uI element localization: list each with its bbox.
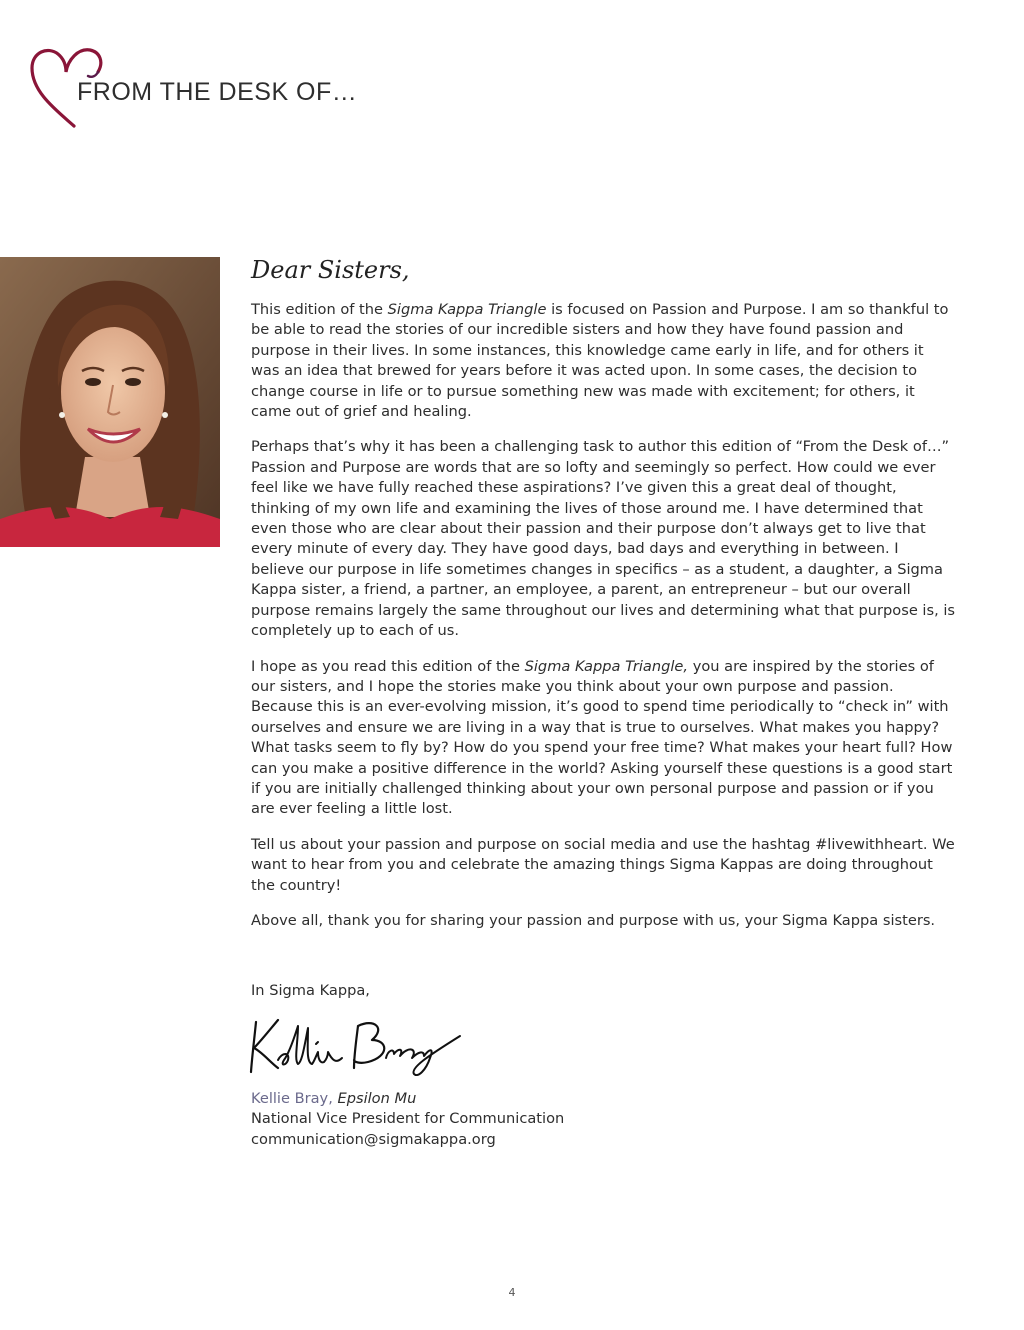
author-line <box>251 1089 564 1109</box>
letter-paragraph-4: Tell us about your passion and purpose on social media and use the hashtag #livewithheart. We want to hear from you and celebrate the amazing things Sigma Kappas are doing throughout the country! <box>251 835 955 894</box>
handwritten-signature <box>248 1012 468 1080</box>
signature-block <box>251 1089 564 1150</box>
letter-closing: In Sigma Kappa, <box>251 982 370 999</box>
letter-paragraph-3 <box>251 657 956 820</box>
portrait-photo <box>0 257 220 547</box>
page-title: FROM THE DESK OF… <box>77 78 358 106</box>
paragraph-text: is focused on Passion and Purpose. I am so thankful to be able to read the stories of our incredible sisters and how they have found passion and purpose in their lives. In some instances, this knowledge came early in life, and for others it was an idea that brewed for years before it was acted upon. In some cases, the decision to change course in life or to pursue something new was made with excitement; for others, it came out of grief and healing. <box>251 301 949 421</box>
paragraph-text: I hope as you read this edition of the <box>251 657 525 675</box>
author-name: Kellie Bray, <box>251 1090 333 1107</box>
publication-title: Sigma Kappa Triangle <box>387 301 547 318</box>
author-email[interactable]: communication@sigmakappa.org <box>251 1130 496 1148</box>
letter-body <box>251 252 956 946</box>
page-number: 4 <box>508 1286 516 1299</box>
paragraph-text: This edition of the <box>251 301 388 318</box>
paragraph-text: you are inspired by the stories of our sisters, and I hope the stories make you think about your own purpose and passion. Because this is an ever-evolving mission, it’s good to spend time periodically to “check in” with ourselves and ensure we are living in a way that is true to ourselves. What makes you happy? What tasks seem to fly by? How do you spend your free time? What makes your heart full? How can you make a positive difference in the world? Asking yourself these questions is a good start if you are initially challenged thinking about your own personal purpose and passion or if you are ever feeling a little lost. <box>251 657 953 818</box>
letter-paragraph-2: Perhaps that’s why it has been a challenging task to author this edition of “From the Desk of…” Passion and Purpose are words that are so lofty and seemingly so perfect. How could we ever feel like we have fully reached these aspirations? I’ve given this a great deal of thought, thinking of my own life and examining the lives of those around me. I have determined that even those who are clear about their passion and their purpose don’t always get to live that every minute of every day. They have good days, bad days and everything in between. I believe our purpose in life sometimes changes in specifics – as a student, a daughter, a Sigma Kappa sister, a friend, a partner, an employee, a parent, an entrepreneur – but our overall purpose remains largely the same throughout our lives and determining what that purpose is, is completely up to each of us. <box>251 438 956 640</box>
author-title: National Vice President for Communication <box>251 1110 565 1128</box>
letter-paragraph-1 <box>251 300 956 422</box>
author-chapter: Epsilon Mu <box>332 1090 417 1107</box>
publication-title: Sigma Kappa Triangle, <box>524 657 689 675</box>
salutation: Dear Sisters, <box>251 256 410 284</box>
letter-paragraph-5: Above all, thank you for sharing your passion and purpose with us, your Sigma Kappa sisters. <box>251 911 936 929</box>
